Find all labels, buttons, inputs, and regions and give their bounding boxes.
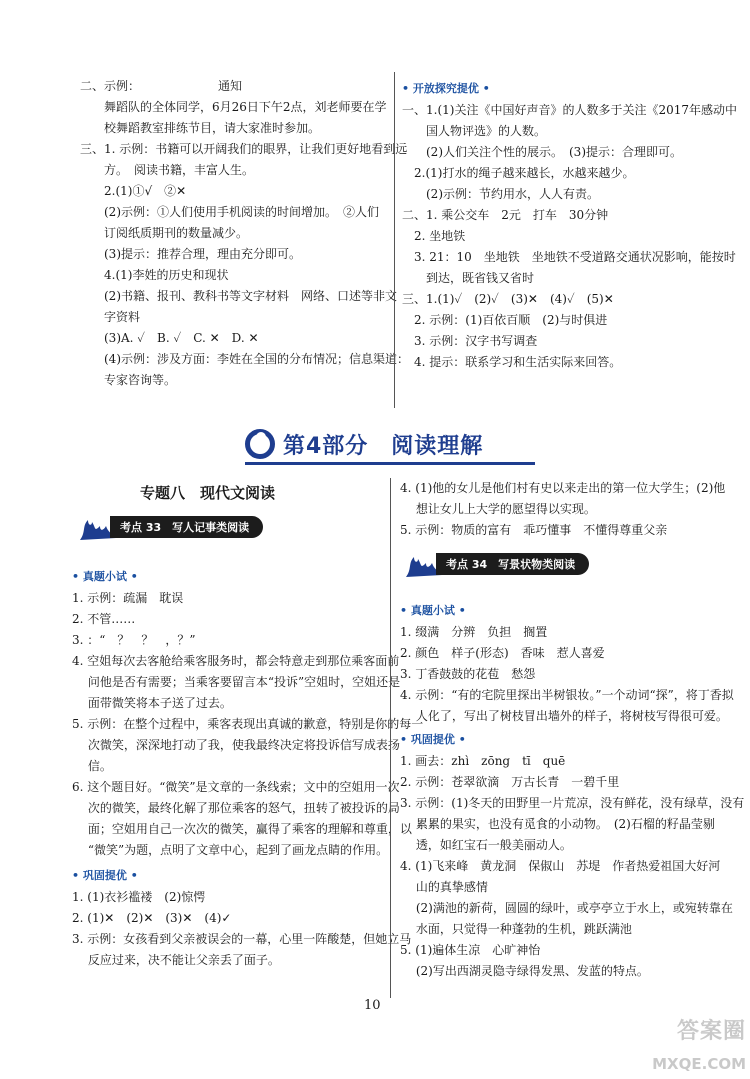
text-line: 2. (1)✕ (2)✕ (3)✕ (4)✓ [72,911,232,925]
text-line: 6. 这个题目好。“微笑”是文章的一条线索；文中的空姐用一次 [72,780,400,794]
text-line: (3)提示：推荐合理，理由充分即可。 [80,247,301,261]
text-line: 4. (1)飞来峰 黄龙洞 保俶山 苏堤 作者热爱祖国大好河 [400,859,721,873]
text-line: 4. 提示：联系学习和生活实际来回答。 [402,355,622,369]
bottom-right-column-2 [400,598,745,982]
watermark-url: MXQE.COM [652,1055,746,1073]
badge-kaodian-33 [78,514,263,540]
section-head-gonggu-left: • 巩固提优 • [72,869,138,882]
top-divider [394,72,395,408]
text-line: 2. 示例：(1)百依百顺 (2)与时俱进 [402,313,608,327]
section-head-zhenti-right: • 真题小试 • [400,604,466,617]
text-line: 1. 缀满 分辨 负担 搁置 [400,625,548,639]
text-line: 专家咨询等。 [80,373,177,387]
text-line: 5. 示例：物质的富有 乖巧懂事 不懂得尊重父亲 [400,523,668,537]
text-line: 面带微笑将本子送了过去。 [72,696,232,710]
bottom-right-top-lines [400,478,730,541]
badge-label-33: 考点 33 写人记事类阅读 [110,516,263,538]
section-head-gonggu-right: • 巩固提优 • [400,733,466,746]
top-right-lines [402,100,737,373]
part-underline [245,462,535,465]
text-line: “微笑”为题，点明了文章中心，起到了画龙点睛的作用。 [72,843,389,857]
text-line: 信。 [72,759,112,773]
text-line: 3. 示例：女孩看到父亲被误会的一幕，心里一阵酸楚，但她立马 [72,932,412,946]
bottom-left-lines-1 [72,588,424,861]
part-title-text: 第4部分 阅读理解 [283,433,484,459]
text-line: 舞蹈队的全体同学，6月26日下午2点，刘老师要在学 [80,100,387,114]
bottom-left-column [72,564,424,971]
text-line: 次的微笑，最终化解了那位乘客的怒气，扭转了被投诉的局 [72,801,400,815]
top-left-column [80,76,410,391]
text-line: 1. 示例：疏漏 耽误 [72,591,184,605]
text-line: 1. 画去：zhì zōng tī quē [400,754,566,768]
text-line: 1. (1)衣衫褴褛 (2)惊愕 [72,890,206,904]
part-title [245,426,535,462]
text-line: 2. 颜色 样子(形态) 香味 惹人喜爱 [400,646,605,660]
text-line: 4. 示例：“有的宅院里探出半树银妆。”一个动词“探”，将丁香拟 [400,688,734,702]
bottom-left-lines-2 [72,887,412,971]
section-head-open-explore: • 开放探究提优 • [402,82,490,95]
text-line: (3)A. ✓ B. ✓ C. ✕ D. ✕ [80,331,259,345]
text-line: (2)书籍、报刊、教科书等文字材料 网络、口述等非文 [80,289,398,303]
text-line: 到达，既省钱又省时 [402,271,535,285]
bottom-right-lines-2 [400,751,745,982]
text-line: 3. 示例：汉字书写调查 [402,334,538,348]
text-line: 4. (1)他的女儿是他们村有史以来走出的第一位大学生；(2)他 [400,481,726,495]
text-line: 二、1. 乘公交车 2元 打车 30分钟 [402,208,609,222]
watermark-logo-text: 答案圈 [676,1019,746,1044]
bottom-right-lines-1 [400,622,734,727]
text-line: 4.(1)李姓的历史和现状 [80,268,229,282]
text-line: 累累的果实，也没有觅食的小动物。 (2)石榴的籽晶莹剔 [400,817,715,831]
badge-kaodian-34 [404,551,589,577]
bottom-divider [390,478,391,998]
text-line: 2. 示例：苍翠欲滴 万古长青 一碧千里 [400,775,620,789]
text-line: 人化了，写出了树枝冒出墙外的样子，将树枝写得很可爱。 [400,709,728,723]
part-circle-icon [245,429,275,459]
badge-label-34: 考点 34 写景状物类阅读 [436,553,589,575]
top-left-lines [80,76,410,391]
page-number: 10 [364,998,381,1013]
text-line: 字资料 [80,310,141,324]
text-line: (2)示例：①人们使用手机阅读的时间增加。 ②人们 [80,205,380,219]
text-line: 三、1. 示例：书籍可以开阔我们的眼界，让我们更好地看到远 [80,142,408,156]
watermark [640,1010,750,1079]
text-line: 3. 丁香鼓鼓的花苞 愁怨 [400,667,536,681]
text-line: 5. (1)遍体生凉 心旷神怡 [400,943,541,957]
text-line: 国人物评选》的人数。 [402,124,547,138]
text-line: 3. 示例：(1)冬天的田野里一片荒凉，没有鲜花，没有绿草，没有 [400,796,745,810]
text-line: 订阅纸质期刊的数量减少。 [80,226,249,240]
text-line: 面；空姐用自己一次次的微笑，赢得了乘客的理解和尊重，以 [72,822,412,836]
text-line: 二、示例： 通知 [80,79,243,93]
section-head-zhenti-left: • 真题小试 • [72,570,138,583]
text-line: 山的真挚感情 [400,880,488,894]
text-line: 反应过来，决不能让父亲丢了面子。 [72,953,280,967]
text-line: 一、1.(1)关注《中国好声音》的人数多于关注《2017年感动中 [402,103,737,117]
text-line: 4. 空姐每次去客舱给乘客服务时，都会特意走到那位乘客面前 [72,654,400,668]
text-line: 问他是否有需要；当乘客要留言本“投诉”空姐时，空姐还是 [72,675,401,689]
text-line: 3. ：“ ？ ？ ，？” [72,633,196,647]
text-line: (2)满池的新荷，圆圆的绿叶，或亭亭立于水上，或宛转靠在 [400,901,733,915]
text-line: 3. 21：10 坐地铁 坐地铁不受道路交通状况影响，能按时 [402,250,736,264]
text-line: 2.(1)打水的绳子越来越长，水越来越少。 [402,166,635,180]
text-line: 三、1.(1)✓ (2)✓ (3)✕ (4)✓ (5)✕ [402,292,614,306]
text-line: 方。 阅读书籍，丰富人生。 [80,163,255,177]
text-line: 次微笑，深深地打动了我，使我最终决定将投诉信写成表扬 [72,738,400,752]
bottom-right-column [400,478,730,541]
text-line: 校舞蹈教室排练节目，请大家准时参加。 [80,121,321,135]
topic-title: 专题八 现代文阅读 [140,484,276,502]
text-line: 想让女儿上大学的愿望得以实现。 [400,502,596,516]
text-line: (2)人们关注个性的展示。 (3)提示：合理即可。 [402,145,682,159]
text-line: 2. 坐地铁 [402,229,466,243]
text-line: 水面，只觉得一种蓬勃的生机，跳跃满池 [400,922,632,936]
top-right-column [402,76,737,373]
text-line: 透，如红宝石一般美丽动人。 [400,838,572,852]
text-line: (2)写出西湖灵隐寺绿得发黑、发蓝的特点。 [400,964,649,978]
text-line: 2.(1)①√ ②✕ [80,184,187,198]
text-line: 2. 不管…… [72,612,136,626]
text-line: (2)示例：节约用水，人人有责。 [402,187,599,201]
text-line: 5. 示例：在整个过程中，乘客表现出真诚的歉意，特别是你的每一 [72,717,424,731]
text-line: (4)示例：涉及方面：李姓在全国的分布情况；信息渠道： [80,352,410,366]
